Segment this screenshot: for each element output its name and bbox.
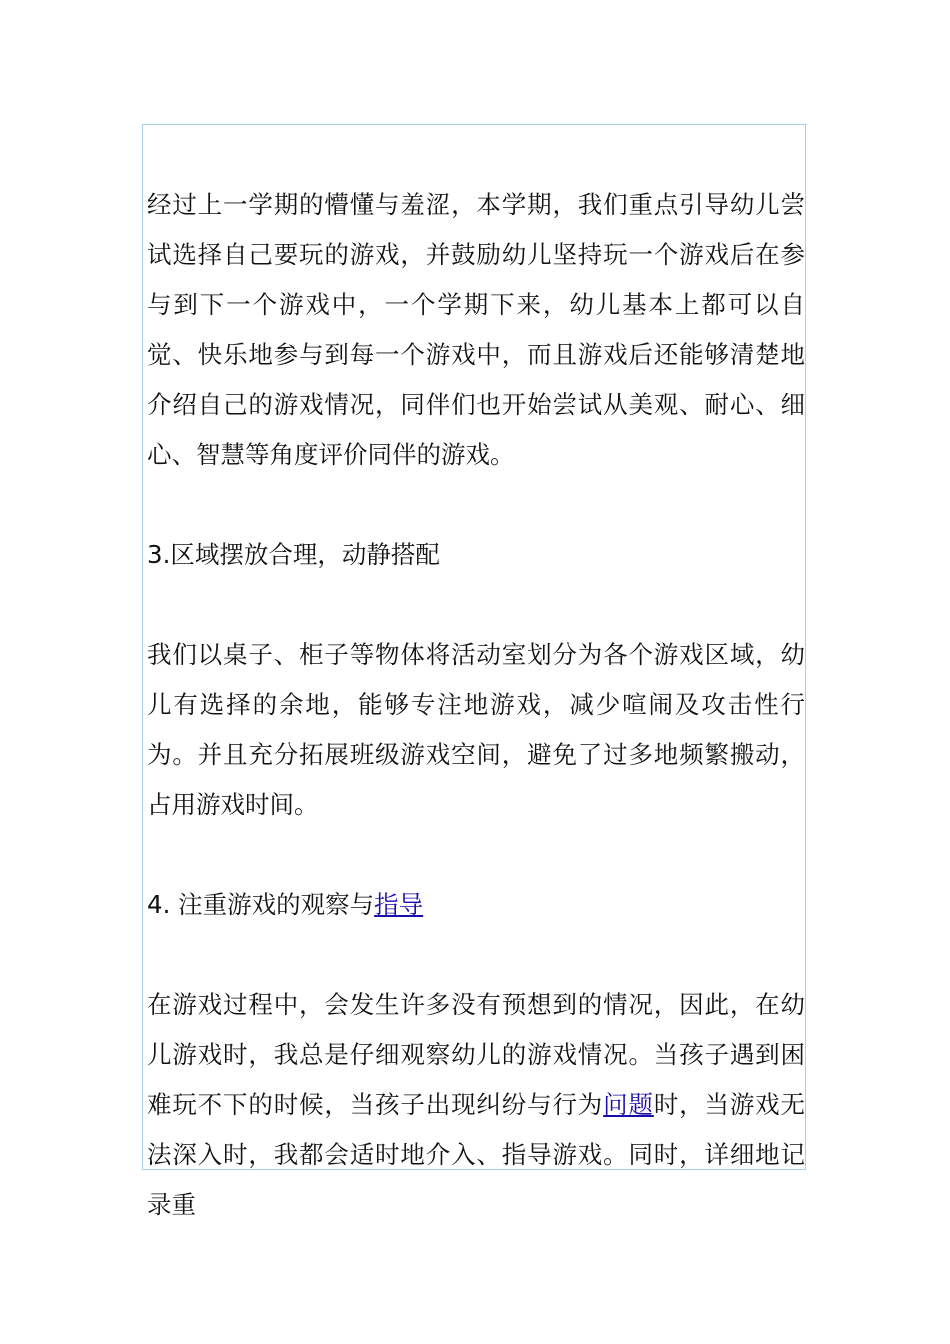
paragraph-spacer: [147, 480, 805, 530]
section-heading-3: 3.区域摆放合理，动静搭配: [147, 540, 440, 569]
document-content: [147, 180, 805, 1230]
paragraph-3-text-start: 在游戏过程中，会发生许多没有预想到的情况，因此，在幼儿游戏时，我总是仔细观察幼儿的游戏情况。当孩子遇到困难玩不下的时候，当孩子出现纠纷与行为: [147, 990, 805, 1119]
paragraph-2: 我们以桌子、柜子等物体将活动室划分为各个游戏区域，幼儿有选择的余地，能够专注地游戏，减少喧闹及攻击性行为。并且充分拓展班级游戏空间，避免了过多地频繁搬动，占用游戏时间。: [147, 640, 805, 819]
problem-link[interactable]: 问题: [603, 1090, 654, 1119]
paragraph-spacer: [147, 930, 805, 980]
paragraph-1: 经过上一学期的懵懂与羞涩，本学期，我们重点引导幼儿尝试选择自己要玩的游戏，并鼓励幼儿坚持玩一个游戏后在参与到下一个游戏中，一个学期下来，幼儿基本上都可以自觉、快乐地参与到每一个游戏中，而且游戏后还能够清楚地介绍自己的游戏情况，同伴们也开始尝试从美观、耐心、细心、智慧等角度评价同伴的游戏。: [147, 190, 805, 469]
guidance-link[interactable]: 指导: [374, 890, 424, 919]
heading-4-text: 4. 注重游戏的观察与: [147, 890, 375, 919]
page-frame: [142, 124, 806, 1219]
paragraph-spacer: [147, 830, 805, 880]
paragraph-spacer: [147, 580, 805, 630]
paragraph-3: [147, 980, 805, 1230]
section-heading-4: [147, 880, 805, 930]
paragraph-3-text-end: 时，当游戏无法深入时，我都会适时地介入、指导游戏。同时，详细地记录重: [147, 1090, 806, 1219]
